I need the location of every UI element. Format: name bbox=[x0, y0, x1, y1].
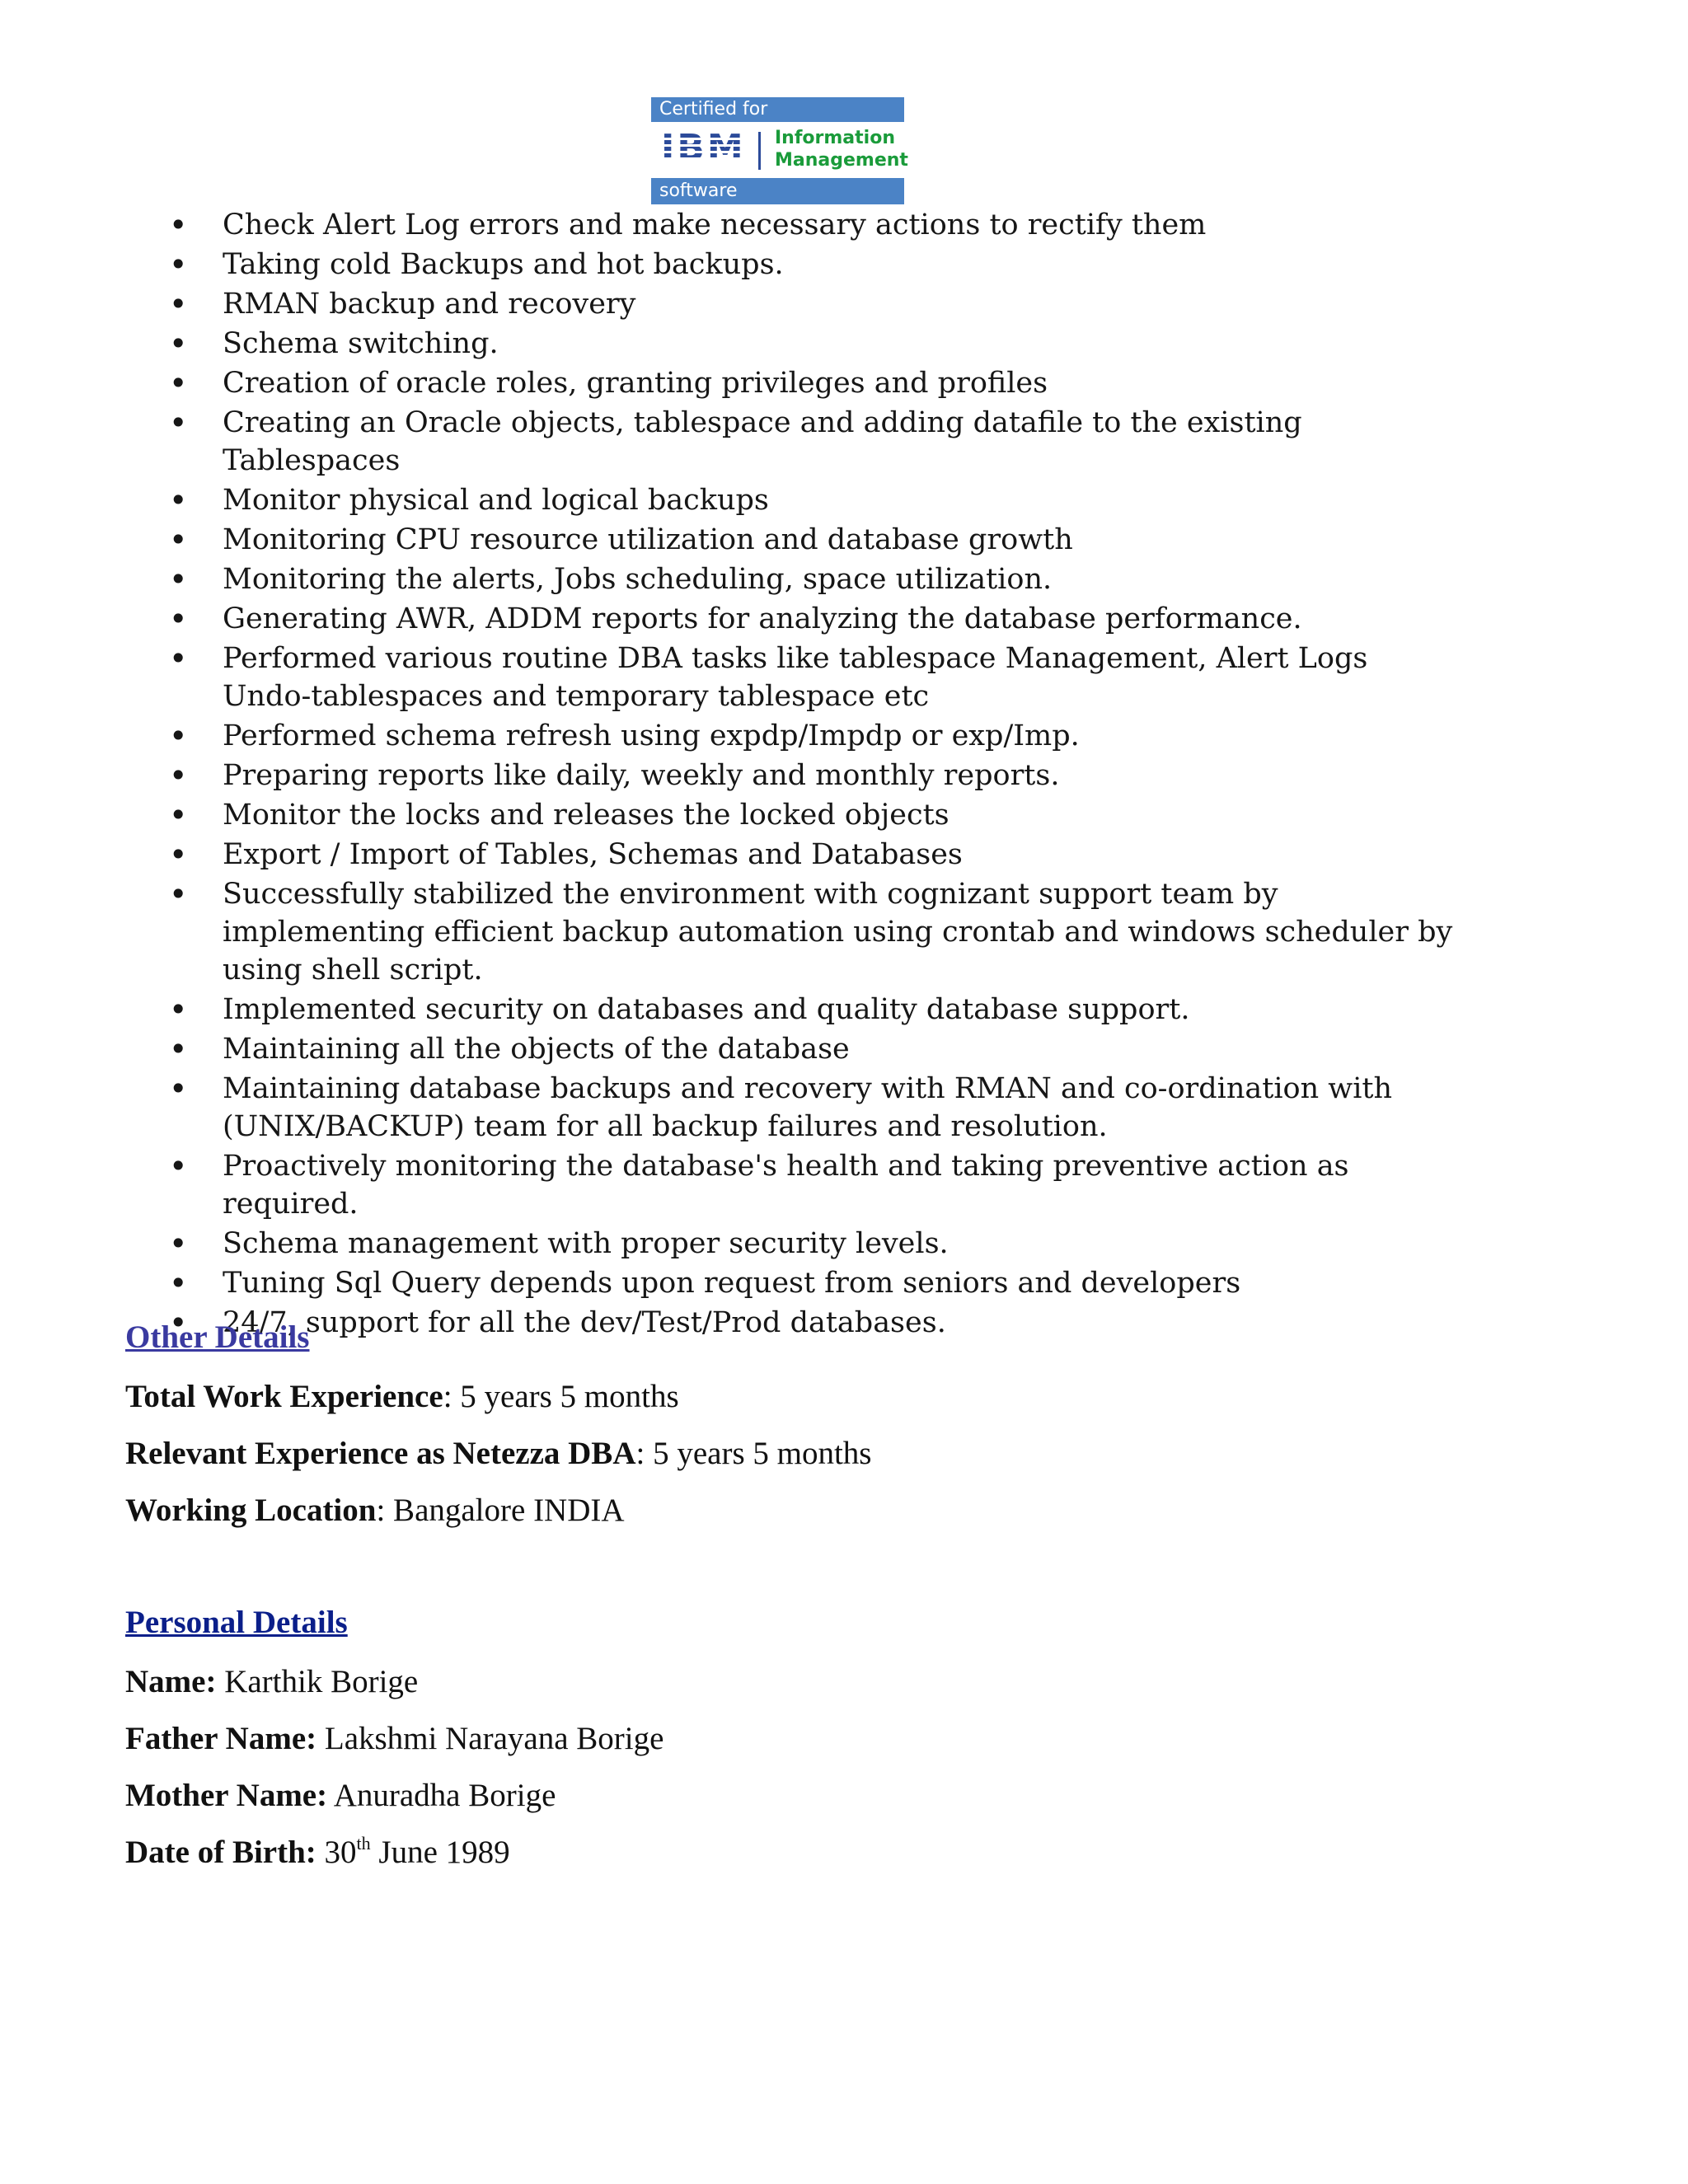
working-location-row bbox=[125, 1492, 625, 1529]
total-experience-row bbox=[125, 1378, 679, 1415]
list-item: • Maintaining database backups and recovery with RMAN and co-ordination with (UNIX/BACKUP) team for all backup failures and resolution. bbox=[169, 1070, 1455, 1146]
badge-bottom-text: software bbox=[651, 178, 904, 204]
date-of-birth-rest: June 1989 bbox=[370, 1835, 510, 1870]
father-name-row bbox=[125, 1720, 663, 1757]
date-of-birth-row bbox=[125, 1834, 510, 1871]
ibm-logo: IBM bbox=[661, 127, 746, 169]
list-item: • RMAN backup and recovery bbox=[169, 285, 1455, 323]
total-experience-label: Total Work Experience bbox=[125, 1379, 443, 1414]
list-item: • Export / Import of Tables, Schemas and Databases bbox=[169, 836, 1455, 874]
badge-brand-text bbox=[775, 127, 908, 171]
mother-name-row bbox=[125, 1777, 556, 1814]
list-item: • Schema management with proper security levels. bbox=[169, 1225, 1455, 1263]
list-item: • Successfully stabilized the environment with cognizant support team by implementing efficient backup automation using crontab and windows scheduler by using shell script. bbox=[169, 875, 1455, 989]
list-item: • Performed various routine DBA tasks like tablespace Management, Alert Logs Undo-tablespaces and temporary tablespace etc bbox=[169, 640, 1455, 715]
list-item: • Monitor physical and logical backups bbox=[169, 481, 1455, 519]
badge-logo-area bbox=[651, 122, 908, 178]
father-name-value: Lakshmi Narayana Borige bbox=[316, 1721, 664, 1756]
relevant-experience-value: : 5 years 5 months bbox=[635, 1436, 872, 1471]
list-item: • Creation of oracle roles, granting privileges and profiles bbox=[169, 364, 1455, 402]
total-experience-value: : 5 years 5 months bbox=[443, 1379, 679, 1414]
ibm-certification-badge bbox=[651, 97, 908, 204]
list-item: • Creating an Oracle objects, tablespace and adding datafile to the existing Tablespaces bbox=[169, 404, 1455, 480]
mother-name-value: Anuradha Borige bbox=[327, 1778, 556, 1813]
mother-name-label: Mother Name: bbox=[125, 1778, 328, 1813]
badge-divider bbox=[758, 132, 761, 170]
name-label: Name: bbox=[125, 1664, 217, 1699]
date-of-birth-day: 30 bbox=[316, 1835, 357, 1870]
list-item: • Maintaining all the objects of the database bbox=[169, 1030, 1455, 1068]
badge-top-text: Certified for bbox=[651, 97, 904, 122]
date-of-birth-label: Date of Birth: bbox=[125, 1835, 316, 1870]
badge-brand-line2: Management bbox=[775, 150, 908, 171]
list-item: • Monitoring the alerts, Jobs scheduling, space utilization. bbox=[169, 560, 1455, 598]
badge-brand-line1: Information bbox=[775, 128, 895, 148]
list-item: • Schema switching. bbox=[169, 325, 1455, 363]
working-location-value: : Bangalore INDIA bbox=[376, 1493, 625, 1528]
duties-list bbox=[169, 206, 1455, 1343]
other-details-heading: Other Details bbox=[125, 1319, 310, 1355]
relevant-experience-label: Relevant Experience as Netezza DBA bbox=[125, 1436, 636, 1471]
name-row bbox=[125, 1663, 418, 1700]
working-location-label: Working Location bbox=[125, 1493, 377, 1528]
relevant-experience-row bbox=[125, 1435, 871, 1472]
list-item: • Monitor the locks and releases the locked objects bbox=[169, 796, 1455, 834]
list-item: • 24/7, support for all the dev/Test/Prod databases. bbox=[169, 1304, 1455, 1342]
list-item: • Check Alert Log errors and make necessary actions to rectify them bbox=[169, 206, 1455, 244]
list-item: • Monitoring CPU resource utilization and database growth bbox=[169, 521, 1455, 559]
list-item: • Proactively monitoring the database's health and taking preventive action as required. bbox=[169, 1147, 1455, 1223]
name-value: Karthik Borige bbox=[216, 1664, 419, 1699]
list-item: • Performed schema refresh using expdp/Impdp or exp/Imp. bbox=[169, 717, 1455, 755]
list-item: • Taking cold Backups and hot backups. bbox=[169, 246, 1455, 284]
list-item: • Preparing reports like daily, weekly and monthly reports. bbox=[169, 757, 1455, 794]
personal-details-heading: Personal Details bbox=[125, 1605, 348, 1640]
father-name-label: Father Name: bbox=[125, 1721, 317, 1756]
list-item: • Tuning Sql Query depends upon request from seniors and developers bbox=[169, 1264, 1455, 1302]
list-item: • Implemented security on databases and quality database support. bbox=[169, 991, 1455, 1029]
date-of-birth-suffix: th bbox=[356, 1833, 371, 1854]
list-item: • Generating AWR, ADDM reports for analyzing the database performance. bbox=[169, 600, 1455, 638]
